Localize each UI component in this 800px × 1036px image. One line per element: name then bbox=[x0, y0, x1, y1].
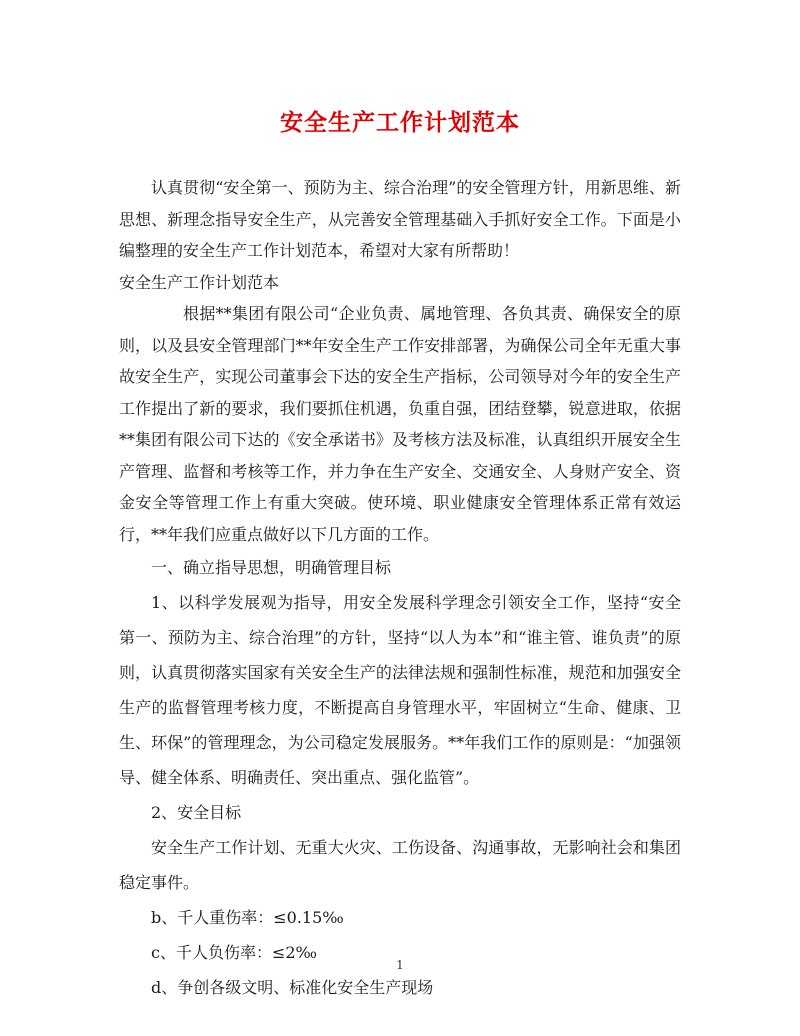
item-2-heading: 2、安全目标 bbox=[151, 803, 242, 822]
target-d: d、争创各级文明、标准化安全生产现场 bbox=[151, 978, 434, 997]
target-c: c、千人负伤率：≤2‰ bbox=[151, 943, 318, 962]
target-b: b、千人重伤率：≤0.15‰ bbox=[151, 908, 344, 927]
intro-paragraph: 认真贯彻“安全第一、预防为主、综合治理”的安全管理方针，用新思维、新思想、新理念指导安全生产，从完善安全管理基础入手抓好安全工作。下面是小编整理的安全生产工作计划范本，希望对大家有所帮助！ bbox=[119, 178, 681, 260]
document-body bbox=[119, 172, 681, 1005]
item-1-paragraph: 1、以科学发展观为指导，用安全发展科学理念引领安全工作，坚持“安全第一、预防为主、综合治理”的方针，坚持“以人为本”和“谁主管、谁负责”的原则，认真贯彻落实国家有关安全生产的法律法规和强制性标准，规范和加强安全生产的监督管理考核力度，不断提高自身管理水平，牢固树立“生命、健康、卫生、环保”的管理理念，为公司稳定发展服务。**年我们工作的原则是：“加强领导、健全体系、明确责任、突出重点、强化监管”。 bbox=[119, 593, 681, 787]
document-title: 安全生产工作计划范本 bbox=[280, 110, 520, 136]
item-2-body: 安全生产工作计划、无重大火灾、工伤设备、沟通事故，无影响社会和集团稳定事件。 bbox=[119, 838, 681, 892]
page-number: 1 bbox=[396, 958, 404, 972]
section-heading-1: 一、确立指导思想，明确管理目标 bbox=[151, 558, 392, 577]
body-paragraph: 根据**集团有限公司“企业负责、属地管理、各负其责、确保安全的原则，以及县安全管理部门**年安全生产工作安排部署，为确保公司全年无重大事故安全生产，实现公司董事会下达的安全生产指标，公司领导对今年的安全生产工作提出了新的要求，我们要抓住机遇，负重自强，团结登攀，锐意进取，依据**集团有限公司下达的《安全承诺书》及考核方法及标准，认真组织开展安全生产管理、监督和考核等工作，并力争在生产安全、交通安全、人身财产安全、资金安全等管理工作上有重大突破。使环境、职业健康安全管理体系正常有效运行，**年我们应重点做好以下几方面的工作。 bbox=[119, 304, 681, 544]
subtitle: 安全生产工作计划范本 bbox=[119, 272, 280, 292]
